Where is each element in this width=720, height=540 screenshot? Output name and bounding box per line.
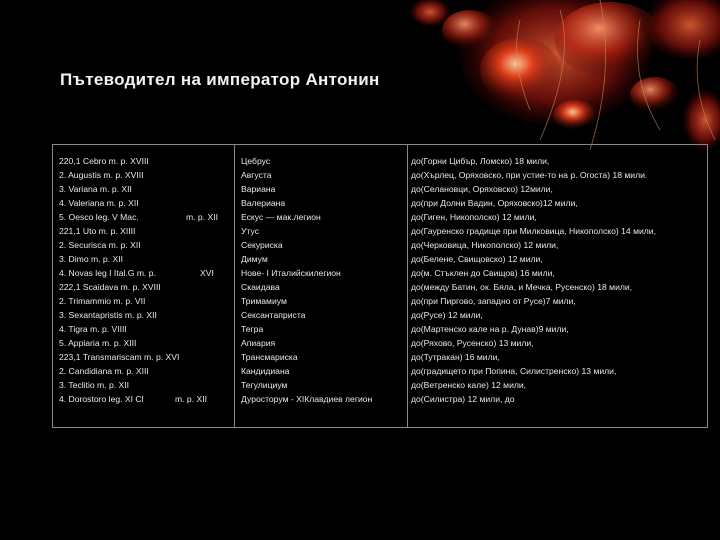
station-name-cell: Кандидиана	[241, 366, 290, 376]
station-name-cell: Трансмариска	[241, 352, 298, 362]
station-name-cell: Скаидава	[241, 282, 280, 292]
latin-station-cell: 4. Tigra m. p. VIIII	[59, 324, 127, 334]
modern-location-cell: до(Селановци, Оряховско) 12мили,	[411, 184, 553, 194]
itinerary-table	[52, 144, 708, 428]
latin-station-cell: 221,1 Uto m. p. XIIII	[59, 226, 136, 236]
latin-station-cell: 2. Securisca m. p. XII	[59, 240, 141, 250]
station-name-cell: Валериана	[241, 198, 286, 208]
modern-location-cell: до(Ряхово, Русенско) 13 мили,	[411, 338, 534, 348]
station-name-cell: Ескус — мак.легион	[241, 212, 321, 222]
modern-location-cell: до(между Батин, ок. Бяла, и Мечка, Русенско) 18 мили,	[411, 282, 633, 292]
modern-location-cell: до(при Пиргово, западно от Русе)7 мили,	[411, 296, 576, 306]
latin-station-cell: 222,1 Scaidava m. p. XVIII	[59, 282, 161, 292]
latin-station-cell: 2. Augustis m. p. XVIII	[59, 170, 144, 180]
modern-location-column	[408, 145, 707, 427]
station-name-cell: Сексантаприста	[241, 310, 306, 320]
latin-station-cell: 5. Oesco leg. V Mac.	[59, 212, 139, 222]
modern-location-cell: до(при Долни Вадин, Оряховско)12 мили,	[411, 198, 578, 208]
latin-station-cell: 4. Valeriana m. p. XII	[59, 198, 139, 208]
modern-location-cell: до(Гиген, Никополско) 12 мили,	[411, 212, 537, 222]
station-name-cell: Нове- I Италийскилегион	[241, 268, 341, 278]
modern-location-cell: до(Тутракан) 16 мили,	[411, 352, 500, 362]
latin-station-distance: m. p. XII	[186, 212, 218, 222]
latin-stations-column	[53, 145, 235, 427]
latin-station-cell: 3. Dimo m. p. XII	[59, 254, 123, 264]
modern-location-cell: до(м. Стъклен до Свищов) 16 мили,	[411, 268, 555, 278]
modern-location-cell: до(Гауренско градище при Милковица, Никополско) 14 мили,	[411, 226, 656, 236]
station-name-cell: Димум	[241, 254, 268, 264]
station-name-cell: Тримамиум	[241, 296, 287, 306]
modern-location-cell: до(Русе) 12 мили,	[411, 310, 483, 320]
latin-station-cell: 4. Novas leg I Ital.G m. p.	[59, 268, 156, 278]
latin-station-cell: 4. Dorostoro leg. XI Cl	[59, 394, 144, 404]
modern-location-cell: до(Черковица, Никополско) 12 мили,	[411, 240, 559, 250]
modern-location-cell: до(Силистра) 12 мили, до	[411, 394, 515, 404]
latin-station-distance: XVI	[200, 268, 214, 278]
bulgarian-names-column	[235, 145, 408, 427]
modern-location-cell: до(градището при Попина, Силистренско) 13 мили,	[411, 366, 617, 376]
station-name-cell: Вариана	[241, 184, 276, 194]
latin-station-cell: 3. Teclitio m. p. XII	[59, 380, 130, 390]
modern-location-cell: до(Белене, Свищовско) 12 мили,	[411, 254, 543, 264]
modern-location-cell: до(Хърлец, Оряховско, при устие-то на р. Огоста) 18 мили.	[411, 170, 648, 180]
latin-station-cell: 220,1 Cebro m. p. XVIII	[59, 156, 149, 166]
station-name-cell: Утус	[241, 226, 259, 236]
latin-station-cell: 5. Appiaria m. p. XIII	[59, 338, 137, 348]
station-name-cell: Тегулициум	[241, 380, 288, 390]
latin-station-distance: m. p. XII	[175, 394, 207, 404]
latin-station-cell: 2. Candidiana m. p. XIII	[59, 366, 149, 376]
latin-station-cell: 2. Trimammio m. p. VII	[59, 296, 146, 306]
slide-title: Пътеводител на император Антонин	[60, 70, 380, 89]
modern-location-cell: до(Горни Цибър, Ломско) 18 мили,	[411, 156, 550, 166]
latin-station-cell: 3. Variana m. p. XII	[59, 184, 132, 194]
station-name-cell: Цебрус	[241, 156, 271, 166]
station-name-cell: Тегра	[241, 324, 264, 334]
station-name-cell: Дуросторум - XIКлавдиев легион	[241, 394, 373, 404]
station-name-cell: Августа	[241, 170, 272, 180]
modern-location-cell: до(Мартенско кале на р. Дунав)9 мили,	[411, 324, 569, 334]
station-name-cell: Секуриска	[241, 240, 283, 250]
bubble-cluster	[410, 0, 720, 150]
latin-station-cell: 223,1 Transmariscam m. p. XVI	[59, 352, 180, 362]
station-name-cell: Апиария	[241, 338, 276, 348]
modern-location-cell: до(Ветренско кале) 12 мили,	[411, 380, 527, 390]
latin-station-cell: 3. Sexantapristis m. p. XII	[59, 310, 157, 320]
